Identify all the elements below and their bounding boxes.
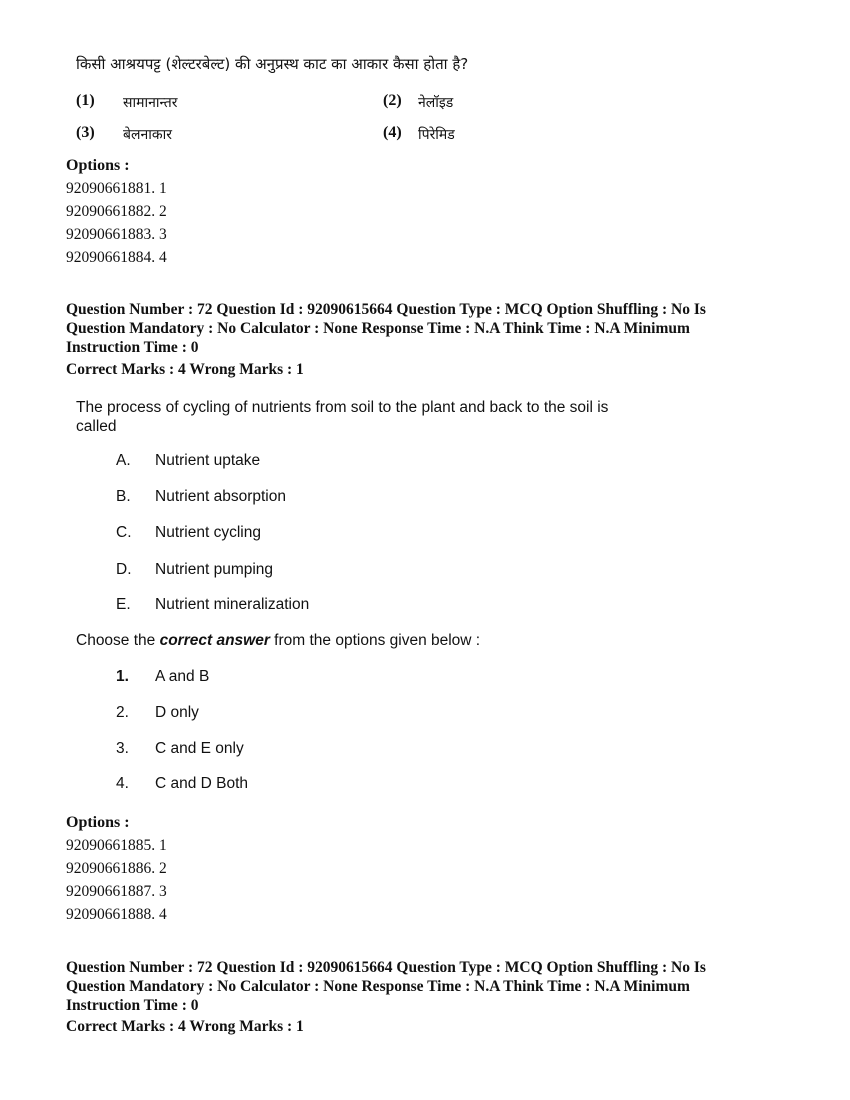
hindi-option-text: सामानान्तर xyxy=(123,95,178,111)
marks-line: Correct Marks : 4 Wrong Marks : 1 xyxy=(66,361,304,378)
hindi-option-text: नेलॉइड xyxy=(418,95,454,111)
options-list xyxy=(66,834,167,926)
statement-text: Nutrient pumping xyxy=(155,561,274,578)
options-list xyxy=(66,177,167,269)
question-stem xyxy=(76,398,696,436)
hindi-options xyxy=(76,92,676,152)
hindi-option-number: (1) xyxy=(76,92,95,109)
hindi-option-number: (4) xyxy=(383,124,402,141)
statement-list xyxy=(116,452,516,622)
option-id-line: 92090661882. 2 xyxy=(66,203,167,220)
option-id-line: 92090661881. 1 xyxy=(66,180,167,197)
question-meta-line: Question Number : 72 Question Id : 92090615664 Question Type : MCQ Option Shuffling : No Is xyxy=(66,301,706,318)
question-meta-line: Instruction Time : 0 xyxy=(66,339,199,356)
statement-letter: A. xyxy=(116,452,131,469)
statement-letter: E. xyxy=(116,596,131,613)
options-heading: Options : xyxy=(66,814,130,831)
statement-text: Nutrient mineralization xyxy=(155,596,310,613)
statement-text: Nutrient uptake xyxy=(155,452,261,469)
question-stem-line: The process of cycling of nutrients from soil to the plant and back to the soil is xyxy=(76,399,609,416)
choose-instruction xyxy=(76,632,480,650)
option-id-line: 92090661885. 1 xyxy=(66,837,167,854)
question-meta-line: Instruction Time : 0 xyxy=(66,997,199,1014)
answer-number: 1. xyxy=(116,668,129,685)
option-id-line: 92090661887. 3 xyxy=(66,883,167,900)
answer-number: 2. xyxy=(116,704,129,721)
options-heading: Options : xyxy=(66,157,130,174)
option-id-line: 92090661888. 4 xyxy=(66,906,167,923)
answer-text: D only xyxy=(155,704,199,721)
option-id-line: 92090661883. 3 xyxy=(66,226,167,243)
hindi-option-number: (2) xyxy=(383,92,402,109)
statement-text: Nutrient cycling xyxy=(155,524,261,541)
choose-emphasis: correct answer xyxy=(159,632,270,649)
option-id-line: 92090661886. 2 xyxy=(66,860,167,877)
statement-letter: D. xyxy=(116,561,132,578)
question-stem-line: called xyxy=(76,418,117,435)
hindi-option-number: (3) xyxy=(76,124,95,141)
statement-text: Nutrient absorption xyxy=(155,488,286,505)
statement-letter: C. xyxy=(116,524,132,541)
question-meta xyxy=(66,958,766,1015)
question-meta-line: Question Mandatory : No Calculator : None Response Time : N.A Think Time : N.A Minimum xyxy=(66,320,690,337)
statement-letter: B. xyxy=(116,488,131,505)
marks-line: Correct Marks : 4 Wrong Marks : 1 xyxy=(66,1018,304,1035)
answer-number: 4. xyxy=(116,775,129,792)
answer-text: A and B xyxy=(155,668,210,685)
hindi-question-text: किसी आश्रयपट्ट (शेल्टरबेल्ट) की अनुप्रस्थ काट का आकार कैसा होता है? xyxy=(76,55,469,73)
choose-suffix: from the options given below : xyxy=(269,632,481,649)
hindi-option-text: बेलनाकार xyxy=(123,127,172,143)
answer-text: C and E only xyxy=(155,740,244,757)
question-meta-line: Question Number : 72 Question Id : 92090615664 Question Type : MCQ Option Shuffling : No Is xyxy=(66,959,706,976)
hindi-option-text: पिरेमिड xyxy=(418,127,455,143)
answer-number: 3. xyxy=(116,740,129,757)
option-id-line: 92090661884. 4 xyxy=(66,249,167,266)
choose-prefix: Choose the xyxy=(76,632,160,649)
question-meta xyxy=(66,300,766,357)
answer-list xyxy=(116,668,516,798)
question-meta-line: Question Mandatory : No Calculator : None Response Time : N.A Think Time : N.A Minimum xyxy=(66,978,690,995)
answer-text: C and D Both xyxy=(155,775,249,792)
